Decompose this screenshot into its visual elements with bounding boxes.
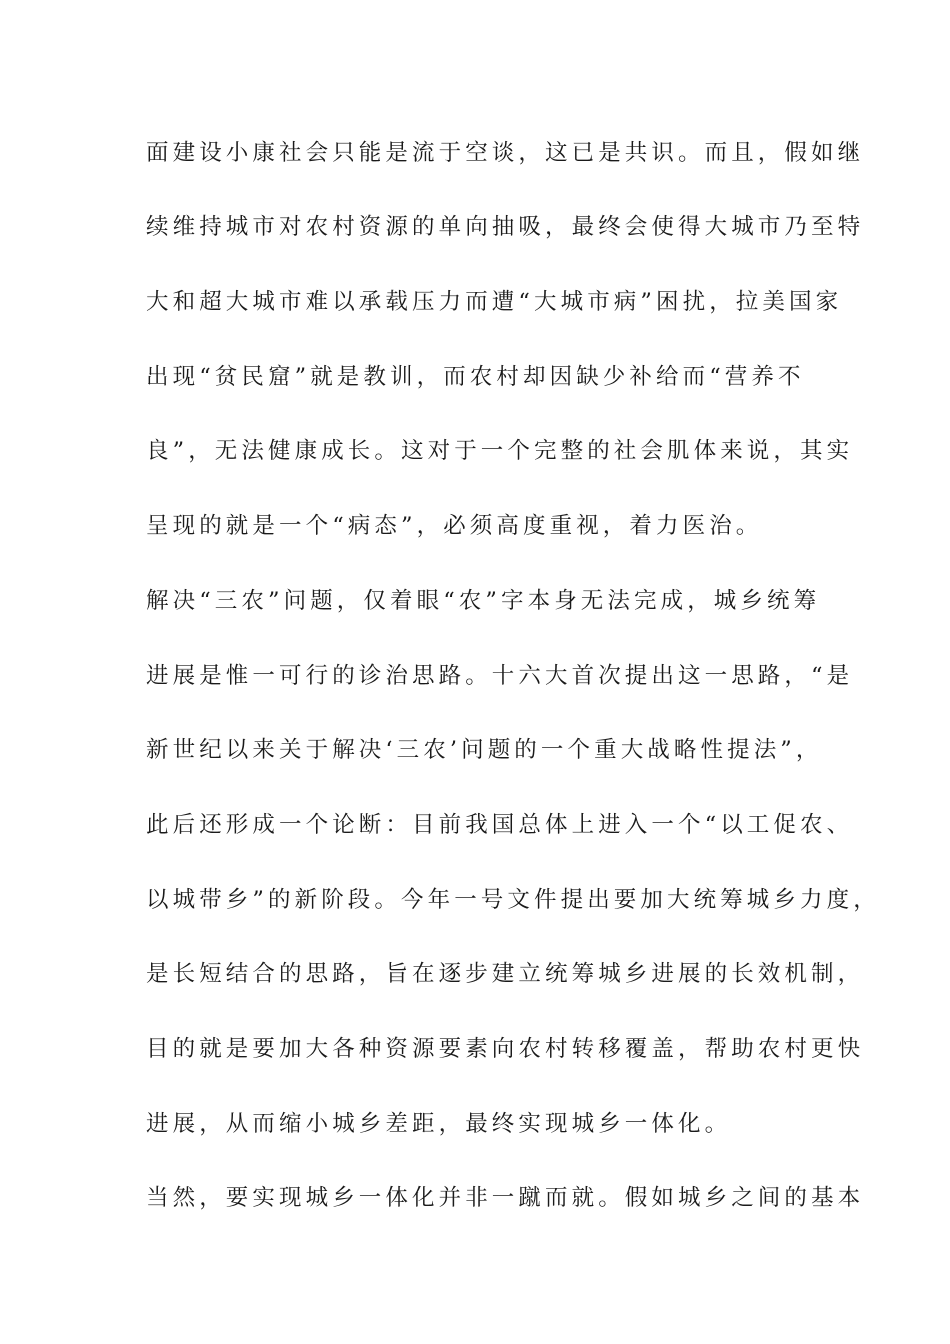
text-line: 进展，从而缩小城乡差距，最终实现城乡一体化。 [146,1111,732,1137]
text-line: 目的就是要加大各种资源要素向农村转移覆盖，帮助农村更快 [146,1036,865,1062]
text-line: 以城带乡”的新阶段。今年一号文件提出要加大统筹城乡力度， [146,887,880,913]
text-line: 续维持城市对农村资源的单向抽吸，最终会使得大城市乃至特 [146,214,865,240]
text-line: 此后还形成一个论断：目前我国总体上进入一个“以工促农、 [146,812,854,838]
text-line: 解决“三农”问题，仅着眼“农”字本身无法完成，城乡统筹 [146,588,821,614]
text-line: 呈现的就是一个“病态”，必须高度重视，着力医治。 [146,513,763,539]
text-line: 是长短结合的思路，旨在逐步建立统筹城乡进展的长效机制， [146,961,865,987]
text-line: 大和超大城市难以承载压力而遭“大城市病”困扰，拉美国家 [146,289,843,315]
text-line: 良”，无法健康成长。这对于一个完整的社会肌体来说，其实 [146,438,854,464]
text-line: 新世纪以来关于解决‘三农’问题的一个重大战略性提法”， [146,737,823,763]
text-line: 进展是惟一可行的诊治思路。十六大首次提出这一思路，“是 [146,663,854,689]
text-line: 当然，要实现城乡一体化并非一蹴而就。假如城乡之间的基本 [146,1185,865,1211]
text-line: 面建设小康社会只能是流于空谈，这已是共识。而且，假如继 [146,140,865,166]
text-line: 出现“贫民窟”就是教训，而农村却因缺少补给而“营养不 [146,364,805,390]
